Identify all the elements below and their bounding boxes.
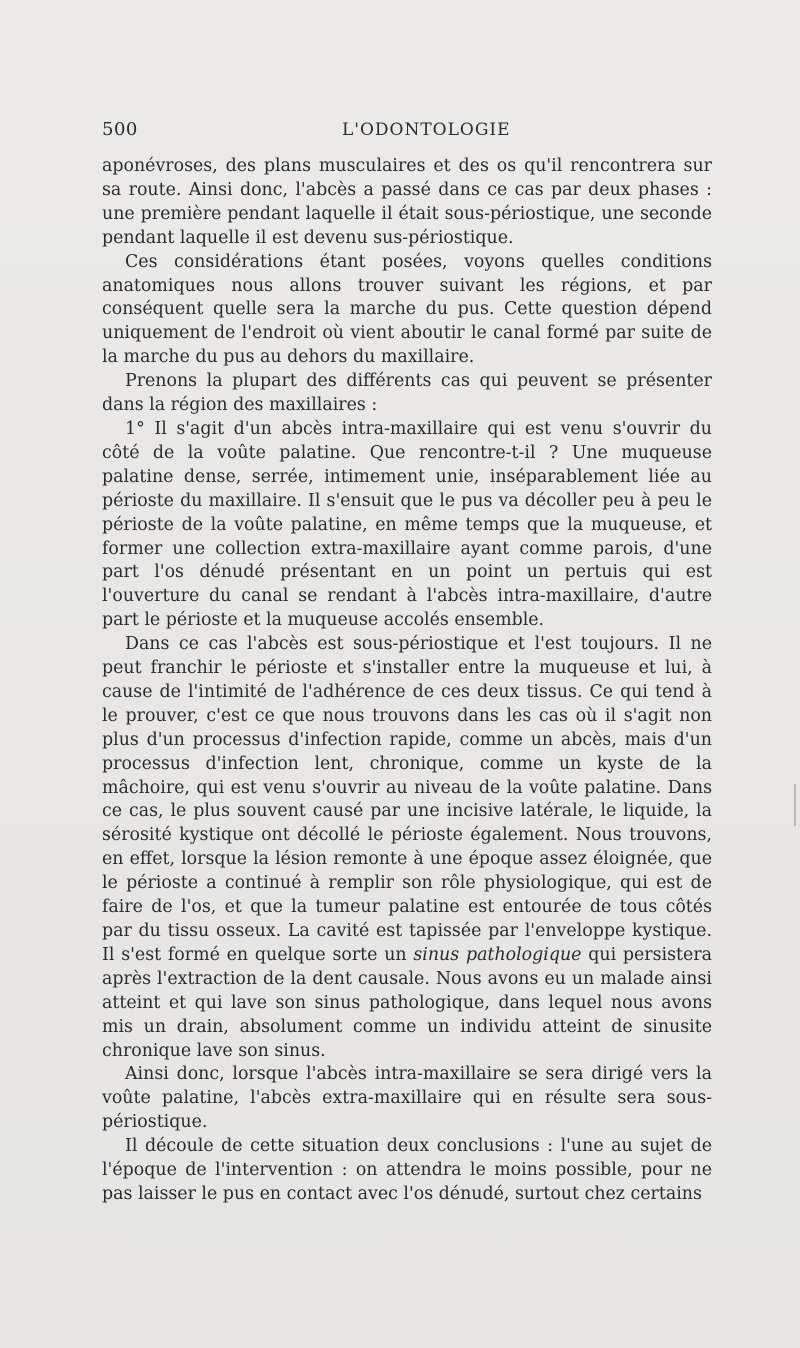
italic-term: sinus pathologique [413,944,582,965]
paragraph [102,633,712,1063]
paragraph: Il découle de cette situation deux conclusions : l'une au sujet de l'époque de l'intervention : on attendra le moins possible, pour ne pas laisser le pus en contact avec l'os dénudé, surtout chez certains [102,1136,712,1204]
paragraph-text: qui persistera après l'extraction de la dent causale. Nous avons eu un malade ainsi atteint et qui lave son sinus pathologique, dans lequel nous avons mis un drain, absolument comme un individu atteint de sinusite chronique lave son sinus. [102,944,712,1061]
paragraph: Ces considérations étant posées, voyons quelles conditions anatomiques nous allons trouver suivant les régions, et par conséquent quelle sera la marche du pus. Cette question dépend uniquement de l'endroit où vient aboutir le canal formé par suite de la marche du pus au dehors du maxillaire. [102,251,712,368]
page-edge-mark [794,784,796,826]
paragraph: aponévroses, des plans musculaires et des os qu'il rencontrera sur sa route. Ainsi donc, l'abcès a passé dans ce cas par deux phases : une première pendant laquelle il était sous-périostique, une seconde pendant laquelle il est devenu sus-périostique. [102,156,712,248]
paragraph: Prenons la plupart des différents cas qui peuvent se présenter dans la région des maxillaires : [102,371,712,416]
page-number: 500 [102,119,138,140]
running-head: L'ODONTOLOGIE [342,120,511,140]
page-header [102,119,712,145]
paragraph: 1° Il s'agit d'un abcès intra-maxillaire qui est venu s'ouvrir du côté de la voûte palatine. Que rencontre-t-il ? Une muqueuse palatine dense, serrée, intimement unie, inséparablement liée au périoste du maxillaire. Il s'ensuit que le pus va décoller peu à peu le périoste de la voûte palatine, en même temps que la muqueuse, et former une collection extra-maxillaire ayant comme parois, d'une part l'os dénudé présentant en un point un pertuis qui est l'ouverture du canal se rendant à l'abcès intra-maxillaire, d'autre part le périoste et la muqueuse accolés ensemble. [102,418,712,631]
body-text [102,155,712,1207]
paragraph-text: Dans ce cas l'abcès est sous-périostique et l'est toujours. Il ne peut franchir le périoste et s'installer entre la muqueuse et lui, à cause de l'intimité de l'adhérence de ces deux tissus. Ce qui tend à le prouver, c'est ce que nous trouvons dans les cas où il s'agit non plus d'un processus d'infection rapide, comme un abcès, mais d'un processus d'infection lent, chronique, comme un kyste de la mâchoire, qui est venu s'ouvrir au niveau de la voûte palatine. Dans ce cas, le plus souvent causé par une incisive latérale, le liquide, la sérosité kystique ont décollé le périoste également. Nous trouvons, en effet, lorsque la lésion remonte à une époque assez éloignée, que le périoste a continué à remplir son rôle physiologique, qui est de faire de l'os, et que la tumeur palatine est entourée de tous côtés par du tissu osseux. La cavité est tapissée par l'enveloppe kystique. Il s'est formé en quelque sorte un [102,634,712,965]
paragraph: Ainsi donc, lorsque l'abcès intra-maxillaire se sera dirigé vers la voûte palatine, l'abcès extra-maxillaire qui en résulte sera sous-périostique. [102,1064,712,1133]
